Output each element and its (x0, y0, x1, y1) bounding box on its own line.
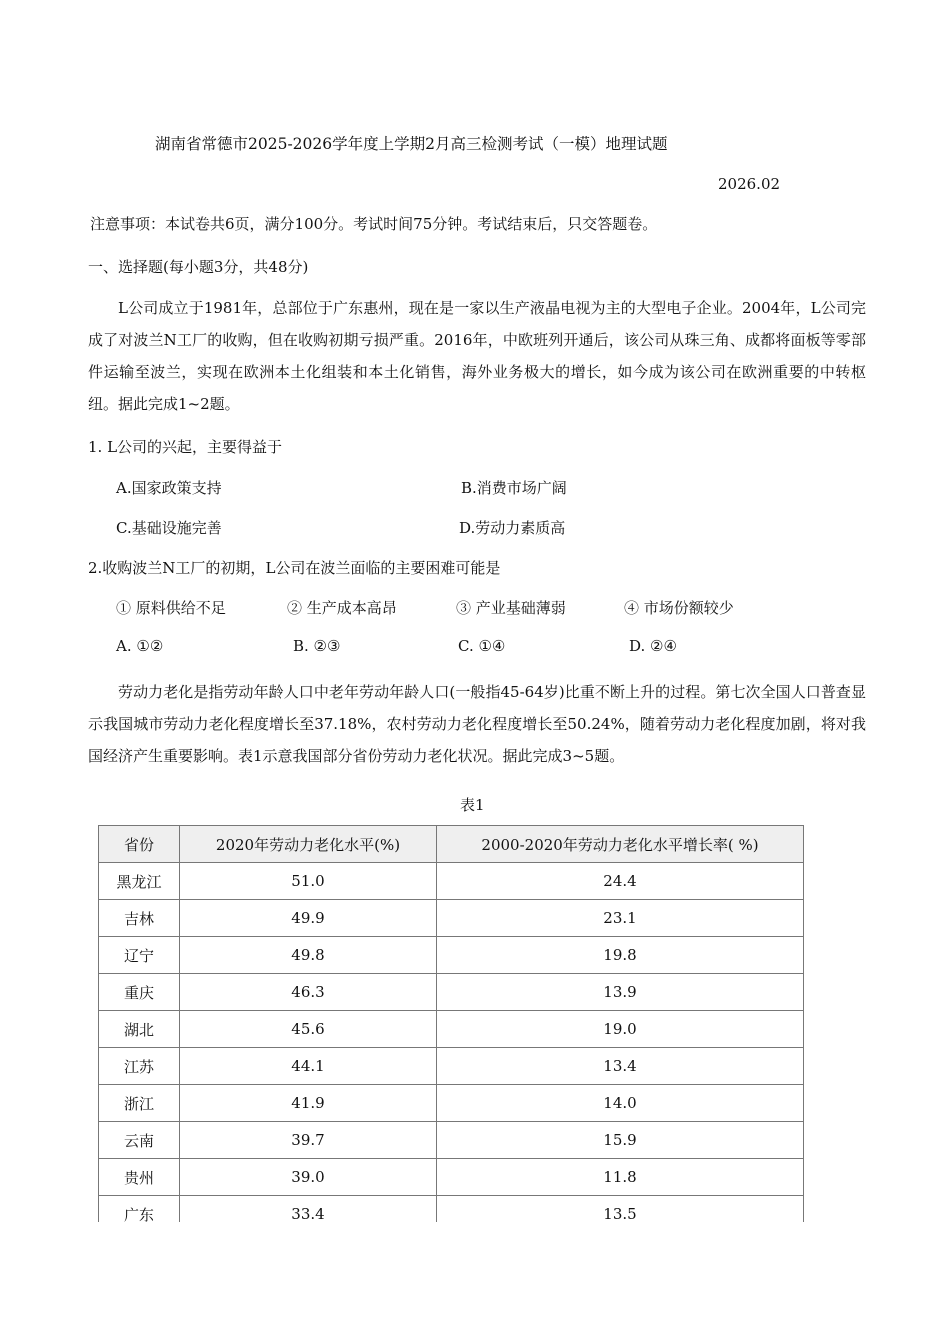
cell-province: 黑龙江 (99, 863, 180, 900)
cell-province: 广东 (99, 1196, 180, 1223)
q2-item-4: ④ 市场份额较少 (624, 599, 734, 617)
section-heading: 一、选择题(每小题3分，共48分) (88, 258, 309, 276)
cell-aging-level: 39.0 (180, 1159, 437, 1196)
cell-province: 辽宁 (99, 937, 180, 974)
passage-1: L公司成立于1981年，总部位于广东惠州，现在是一家以生产液晶电视为主的大型电子企业。2004年，L公司完成了对波兰N工厂的收购，但在收购初期亏损严重。2016年，中欧班列开通后，该公司从珠三角、成都将面板等零部件运输至波兰，实现在欧洲本土化组装和本土化销售，海外业务极大的增长，如今成为该公司在欧洲重要的中转枢纽。据此完成1~2题。 (88, 299, 866, 413)
header-growth-rate: 2000-2020年劳动力老化水平增长率( %) (437, 826, 804, 863)
table-row (99, 863, 804, 900)
header-province: 省份 (99, 826, 180, 863)
header-aging-level: 2020年劳动力老化水平(%) (180, 826, 437, 863)
exam-notice: 注意事项：本试卷共6页，满分100分。考试时间75分钟。考试结束后，只交答题卷。 (90, 215, 658, 233)
q1-option-d: D.劳动力素质高 (459, 519, 566, 537)
cell-province: 吉林 (99, 900, 180, 937)
q2-option-d: D. ②④ (629, 637, 677, 655)
cell-aging-level: 45.6 (180, 1011, 437, 1048)
table-row (99, 1122, 804, 1159)
cell-growth-rate: 15.9 (437, 1122, 804, 1159)
cell-province: 重庆 (99, 974, 180, 1011)
table-row (99, 1011, 804, 1048)
cell-province: 云南 (99, 1122, 180, 1159)
cell-province: 浙江 (99, 1085, 180, 1122)
q2-item-1: ① 原料供给不足 (116, 599, 226, 617)
cell-growth-rate: 13.9 (437, 974, 804, 1011)
cell-province: 湖北 (99, 1011, 180, 1048)
passage-2: 劳动力老化是指劳动年龄人口中老年劳动年龄人口(一般指45-64岁)比重不断上升的过程。第七次全国人口普查显示我国城市劳动力老化程度增长至37.18%，农村劳动力老化程度增长至50.24%，随着劳动力老化程度加剧，将对我国经济产生重要影响。表1示意我国部分省份劳动力老化状况。据此完成3~5题。 (88, 683, 866, 765)
cell-aging-level: 49.9 (180, 900, 437, 937)
q2-option-b: B. ②③ (293, 637, 341, 655)
cell-aging-level: 44.1 (180, 1048, 437, 1085)
table-row (99, 900, 804, 937)
cell-growth-rate: 11.8 (437, 1159, 804, 1196)
q2-option-c: C. ①④ (458, 637, 506, 655)
table-row (99, 1196, 804, 1223)
cell-growth-rate: 13.5 (437, 1196, 804, 1223)
cell-growth-rate: 24.4 (437, 863, 804, 900)
cell-province: 贵州 (99, 1159, 180, 1196)
table-row (99, 974, 804, 1011)
cell-aging-level: 49.8 (180, 937, 437, 974)
exam-date: 2026.02 (718, 175, 781, 193)
cell-aging-level: 33.4 (180, 1196, 437, 1223)
q1-option-a: A.国家政策支持 (116, 479, 222, 497)
table-row (99, 937, 804, 974)
table-header-row (99, 826, 804, 863)
cell-growth-rate: 13.4 (437, 1048, 804, 1085)
table-row (99, 1048, 804, 1085)
cell-growth-rate: 19.0 (437, 1011, 804, 1048)
cell-aging-level: 39.7 (180, 1122, 437, 1159)
exam-title: 湖南省常德市2025-2026学年度上学期2月高三检测考试（一模）地理试题 (155, 135, 668, 153)
q2-item-2: ② 生产成本高昂 (287, 599, 397, 617)
table-row (99, 1159, 804, 1196)
table-row (99, 1085, 804, 1122)
q1-option-c: C.基础设施完善 (116, 519, 222, 537)
cell-aging-level: 46.3 (180, 974, 437, 1011)
table-caption: 表1 (460, 796, 485, 814)
cell-aging-level: 51.0 (180, 863, 437, 900)
q2-option-a: A. ①② (116, 637, 164, 655)
cell-growth-rate: 14.0 (437, 1085, 804, 1122)
q2-item-3: ③ 产业基础薄弱 (456, 599, 566, 617)
cell-province: 江苏 (99, 1048, 180, 1085)
cell-growth-rate: 19.8 (437, 937, 804, 974)
cell-aging-level: 41.9 (180, 1085, 437, 1122)
cell-growth-rate: 23.1 (437, 900, 804, 937)
q1-option-b: B.消费市场广阔 (461, 479, 567, 497)
question-1-stem: 1. L公司的兴起，主要得益于 (88, 438, 283, 456)
labor-aging-table (98, 825, 804, 1222)
question-2-stem: 2.收购波兰N工厂的初期，L公司在波兰面临的主要困难可能是 (88, 559, 501, 577)
